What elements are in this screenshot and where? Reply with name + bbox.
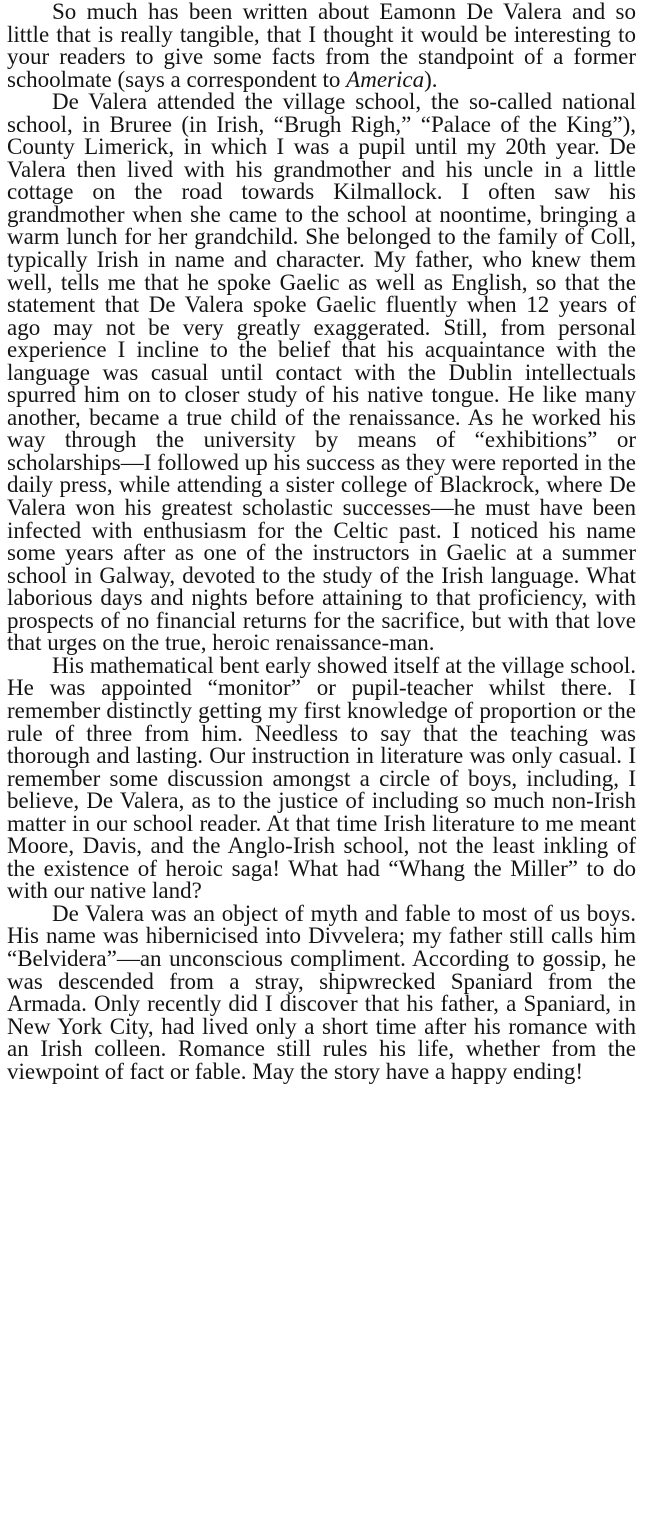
- paragraph-mathematics: His mathematical bent early showed itself at the village school. He was appointed “monitor” or pupil-teacher whilst there. I remember distinctly getting my first knowledge of proportion or the rule of three from him. Needless to say that the teaching was thorough and lasting. Our instruction in literature was only casual. I remember some discussion amongst a circle of boys, including, I believe, De Valera, as to the justice of including so much non-Irish matter in our school reader. At that time Irish literature to me meant Moore, Davis, and the Anglo-Irish school, not the least inkling of the existence of heroic saga! What had “Whang the Miller” to do with our native land?: [7, 652, 636, 904]
- paragraph-myth-and-fable: De Valera was an object of myth and fable to most of us boys. His name was hibernicised into Divvelera; my father still calls him “Belvidera”—an unconscious compliment. According to gossip, he was descended from a stray, shipwrecked Spaniard from the Armada. Only recently did I discover that his father, a Spaniard, in New York City, had lived only a short time after his romance with an Irish colleen. Romance still rules his life, whether from the viewpoint of fact or fable. May the story have a happy ending!: [7, 900, 636, 1084]
- paragraph-school-days: De Valera attended the village school, the so-called national school, in Bruree (in Irish, “Brugh Righ,” “Palace of the King”), County Limerick, in which I was a pupil until my 20th year. De Valera then lived with his grandmother and his uncle in a little cottage on the road towards Kilmallock. I often saw his grandmother when she came to the school at noontime, bringing a warm lunch for her grandchild. She belonged to the family of Coll, typically Irish in name and character. My father, who knew them well, tells me that he spoke Gaelic as well as English, so that the statement that De Valera spoke Gaelic fluently when 12 years of ago may not be very greatly exaggerated. Still, from personal experience I incline to the belief that his acquaintance with the language was casual until contact with the Dublin intellectuals spurred him on to closer study of his native tongue. He like many another, became a true child of the renaissance. As he worked his way through the university by means of “exhibitions” or scholarships—I followed up his success as they were reported in the daily press, while attending a sister college of Blackrock, where De Valera won his greatest scholastic successes—he must have been infected with enthusiasm for the Celtic past. I noticed his name some years after as one of the instructors in Gaelic at a summer school in Galway, devoted to the study of the Irish language. What laborious days and nights before attaining to that proficiency, with prospects of no financial returns for the sacrifice, but with that love that urges on the true, heroic renaissance-man.: [7, 89, 636, 656]
- article-body: [7, 1, 636, 1083]
- publication-name: America: [346, 66, 425, 92]
- intro-text-end: ).: [424, 66, 438, 92]
- paragraph-intro: [7, 1, 636, 91]
- intro-text-start: So much has been written about Eamonn De Valera and so little that is really tangible, that I thought it would be interesting to your readers to give some facts from the standpoint of a former schoolmate (says a correspondent to: [7, 0, 636, 92]
